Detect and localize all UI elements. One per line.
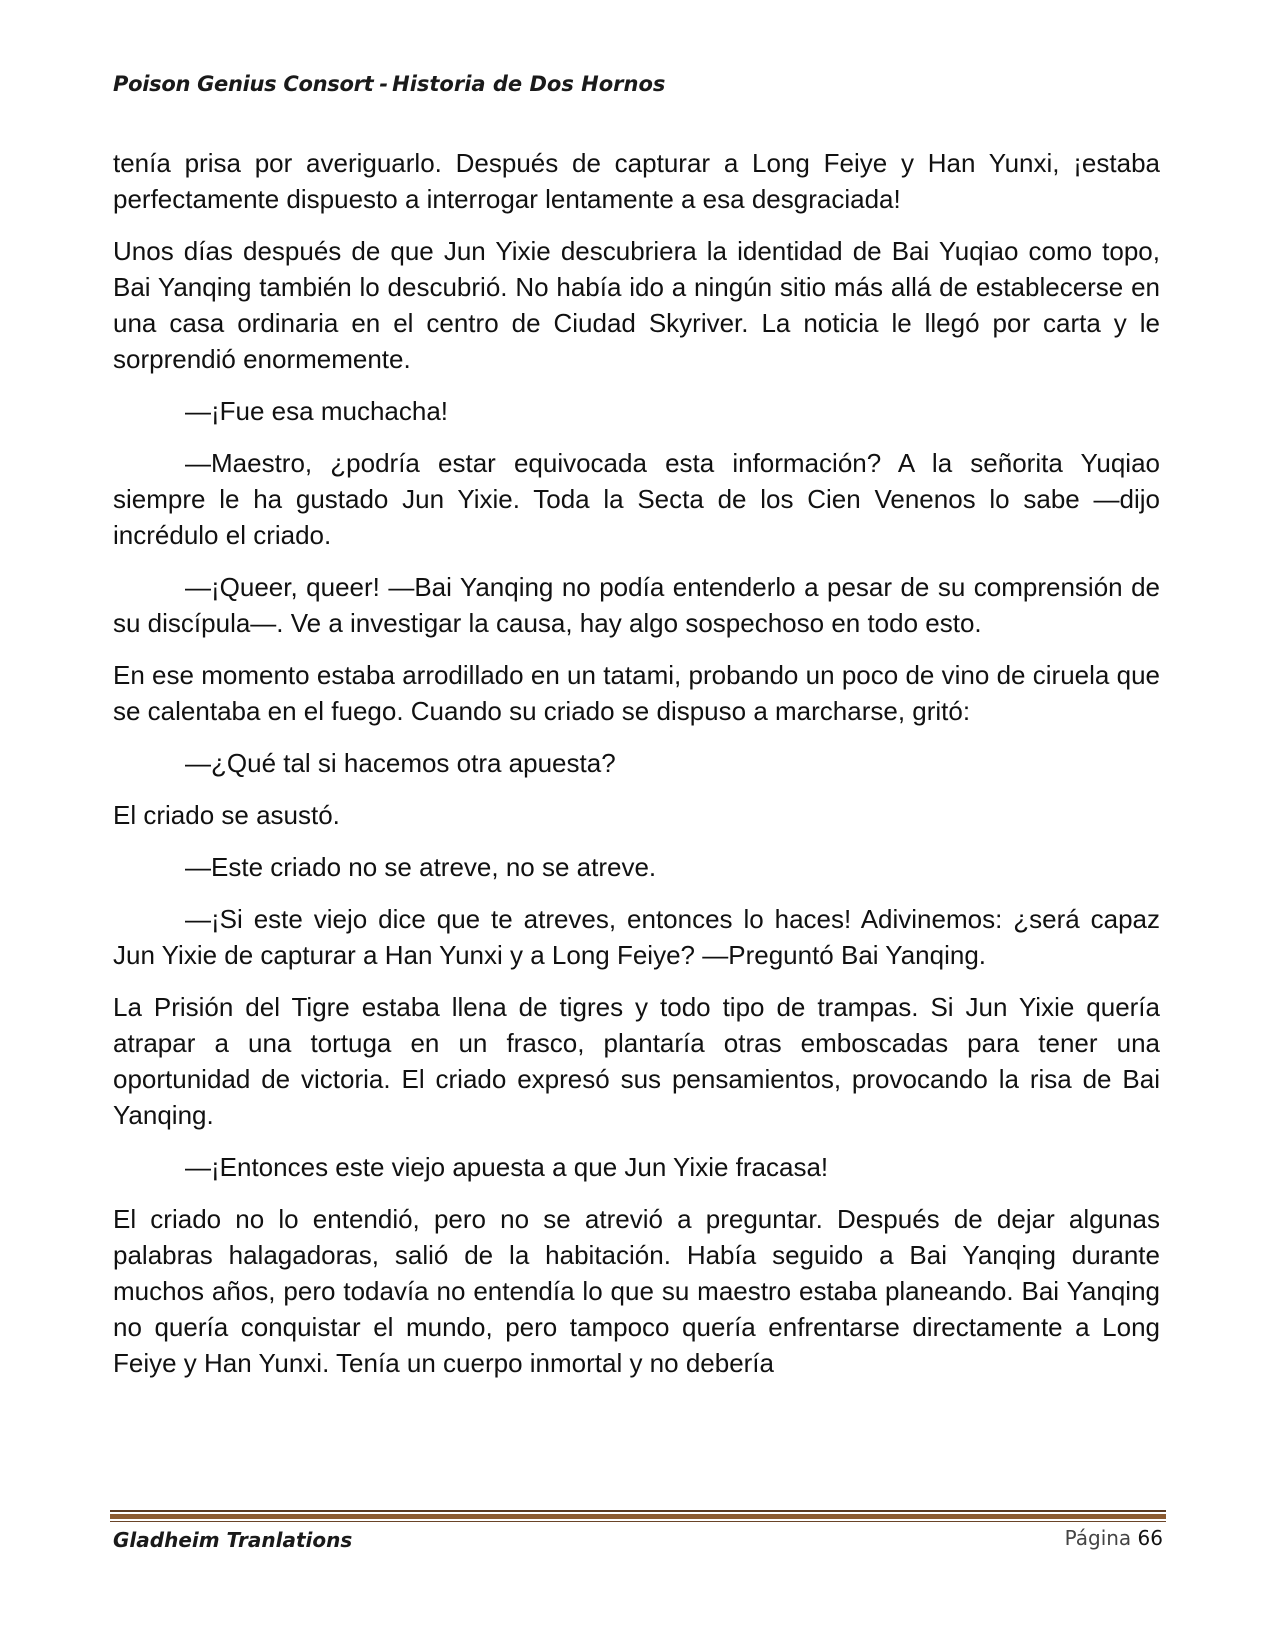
- footer-publisher: Gladheim Tranlations: [113, 1528, 353, 1552]
- dialogue-paragraph: —¡Queer, queer! —Bai Yanqing no podía entenderlo a pesar de su comprensión de su discípula—. Ve a investigar la causa, hay algo sospechoso en todo esto.: [113, 572, 1160, 638]
- paragraph: El criado no lo entendió, pero no se atrevió a preguntar. Después de dejar algunas palabras halagadoras, salió de la habitación. Había seguido a Bai Yanqing durante muchos años, pero todavía no entendía lo que su maestro estaba planeando. Bai Yanqing no quería conquistar el mundo, pero tampoco quería enfrentarse directamente a Long Feiye y Han Yunxi. Tenía un cuerpo inmortal y no debería: [113, 1204, 1160, 1378]
- dialogue-paragraph: —¡Si este viejo dice que te atreves, entonces lo haces! Adivinemos: ¿será capaz Jun Yixie de capturar a Han Yunxi y a Long Feiye? —Preguntó Bai Yanqing.: [113, 904, 1160, 970]
- paragraph: En ese momento estaba arrodillado en un tatami, probando un poco de vino de ciruela que se calentaba en el fuego. Cuando su criado se dispuso a marcharse, gritó:: [113, 660, 1160, 726]
- page-number: 66: [1137, 1526, 1163, 1550]
- dialogue-paragraph: —¡Entonces este viejo apuesta a que Jun Yixie fracasa!: [185, 1152, 829, 1182]
- dialogue-paragraph: —¿Qué tal si hacemos otra apuesta?: [185, 748, 616, 778]
- page-label: Página: [1064, 1526, 1132, 1550]
- paragraph: La Prisión del Tigre estaba llena de tigres y todo tipo de trampas. Si Jun Yixie quería atrapar a una tortuga en un frasco, plantaría otras emboscadas para tener una oportunidad de victoria. El criado expresó sus pensamientos, provocando la risa de Bai Yanqing.: [113, 992, 1160, 1130]
- chapter-subtitle: Historia de Dos Hornos: [392, 72, 666, 96]
- footer-rule-bottom: [110, 1521, 1166, 1522]
- paragraph: El criado se asustó.: [113, 800, 340, 830]
- footer-rule-middle: [110, 1514, 1166, 1519]
- page-header: [113, 72, 665, 96]
- footer-rule-top: [110, 1510, 1166, 1512]
- body-text: [113, 145, 1160, 1397]
- paragraph: Unos días después de que Jun Yixie descubriera la identidad de Bai Yuqiao como topo, Bai Yanqing también lo descubrió. No había ido a ningún sitio más allá de establecerse en una casa ordinaria en el centro de Ciudad Skyriver. La noticia le llegó por carta y le sorprendió enormemente.: [113, 236, 1160, 374]
- paragraph: tenía prisa por averiguarlo. Después de capturar a Long Feiye y Han Yunxi, ¡estaba perfectamente dispuesto a interrogar lentamente a esa desgraciada!: [113, 148, 1160, 214]
- page-number-block: [1065, 1526, 1163, 1550]
- header-separator: -: [379, 72, 389, 96]
- dialogue-paragraph: —¡Fue esa muchacha!: [185, 396, 449, 426]
- dialogue-paragraph: —Este criado no se atreve, no se atreve.: [185, 852, 657, 882]
- dialogue-paragraph: —Maestro, ¿podría estar equivocada esta información? A la señorita Yuqiao siempre le ha gustado Jun Yixie. Toda la Secta de los Cien Venenos lo sabe —dijo incrédulo el criado.: [113, 448, 1160, 550]
- book-title: Poison Genius Consort: [113, 72, 374, 96]
